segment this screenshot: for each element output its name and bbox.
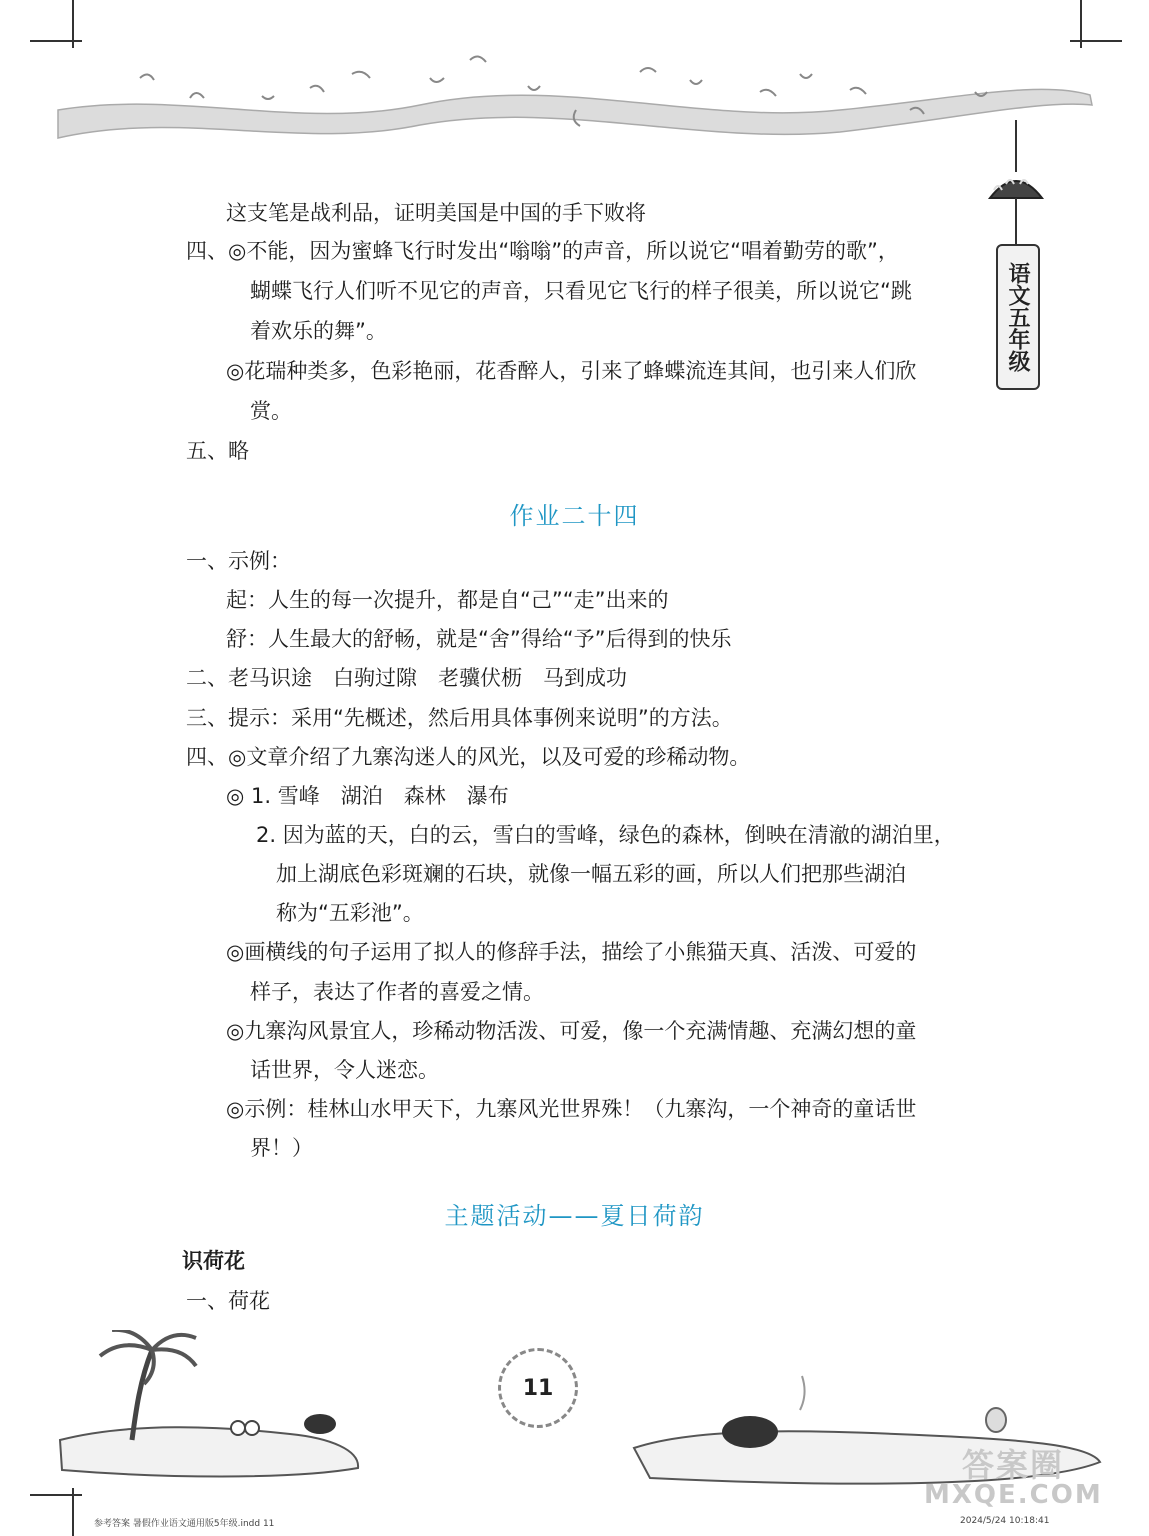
answer-line: 蝴蝶飞行人们听不见它的声音，只看见它飞行的样子很美，所以说它“跳 bbox=[250, 279, 912, 303]
palm-tree-island-illustration bbox=[40, 1330, 380, 1480]
section-subtitle: 识荷花 bbox=[182, 1249, 245, 1273]
footer-file-label: 参考答案 暑假作业语文通用版5年级.indd 11 bbox=[94, 1519, 275, 1529]
answer-line: 五、略 bbox=[186, 439, 249, 463]
answer-line: 一、荷花 bbox=[186, 1289, 270, 1313]
answer-line: 话世界，令人迷恋。 bbox=[250, 1058, 439, 1082]
crop-mark bbox=[30, 1494, 82, 1496]
crop-mark bbox=[72, 1488, 74, 1536]
side-tab-grade-label: 语文五年级 bbox=[996, 244, 1040, 390]
answer-line: ◎示例：桂林山水甲天下，九寨风光世界殊！（九寨沟，一个神奇的童话世 bbox=[226, 1097, 917, 1121]
footer-timestamp: 2024/5/24 10:18:41 bbox=[960, 1516, 1050, 1526]
answer-line: 起：人生的每一次提升，都是自“己”“走”出来的 bbox=[226, 588, 669, 612]
section-title: 主题活动——夏日荷韵 bbox=[444, 1202, 705, 1230]
watermark-text: 答案圈 bbox=[962, 1446, 1065, 1484]
answer-line: 四、◎文章介绍了九寨沟迷人的风光，以及可爱的珍稀动物。 bbox=[186, 745, 751, 769]
answer-line: 2. 因为蓝的天，白的云，雪白的雪峰，绿色的森林，倒映在清澈的湖泊里， bbox=[256, 823, 955, 847]
answer-line: 这支笔是战利品，证明美国是中国的手下败将 bbox=[226, 201, 646, 225]
answer-line: ◎画横线的句子运用了拟人的修辞手法，描绘了小熊猫天真、活泼、可爱的 bbox=[226, 940, 917, 964]
answer-line: 舒：人生最大的舒畅，就是“舍”得给“予”后得到的快乐 bbox=[226, 627, 732, 651]
watermark-text: MXQE.COM bbox=[924, 1480, 1103, 1510]
answer-line: 加上湖底色彩斑斓的石块，就像一幅五彩的画，所以人们把那些湖泊 bbox=[276, 862, 906, 886]
answer-line: 样子，表达了作者的喜爱之情。 bbox=[250, 980, 544, 1004]
answer-line: ◎ 1. 雪峰 湖泊 森林 瀑布 bbox=[226, 784, 509, 808]
answer-line: 界！） bbox=[250, 1136, 313, 1160]
answer-line: 四、◎不能，因为蜜蜂飞行时发出“嗡嗡”的声音，所以说它“唱着勤劳的歌”， bbox=[186, 239, 899, 263]
page-number-badge: 11 bbox=[498, 1348, 578, 1428]
section-title: 作业二十四 bbox=[509, 502, 640, 530]
answer-line: 着欢乐的舞”。 bbox=[250, 319, 387, 343]
answer-line: ◎花瑞种类多，色彩艳丽，花香醉人，引来了蜂蝶流连其间，也引来人们欣 bbox=[226, 359, 917, 383]
answer-line: 赏。 bbox=[250, 399, 292, 423]
answer-line: ◎九寨沟风景宜人，珍稀动物活泼、可爱，像一个充满情趣、充满幻想的童 bbox=[226, 1019, 917, 1043]
wind-chime-icon bbox=[976, 120, 1056, 248]
answer-line: 二、老马识途 白驹过隙 老骥伏枥 马到成功 bbox=[186, 666, 627, 690]
answer-line: 三、提示：采用“先概述，然后用具体事例来说明”的方法。 bbox=[186, 706, 733, 730]
answer-line: 一、示例： bbox=[186, 549, 291, 573]
answer-line: 称为“五彩池”。 bbox=[276, 901, 424, 925]
